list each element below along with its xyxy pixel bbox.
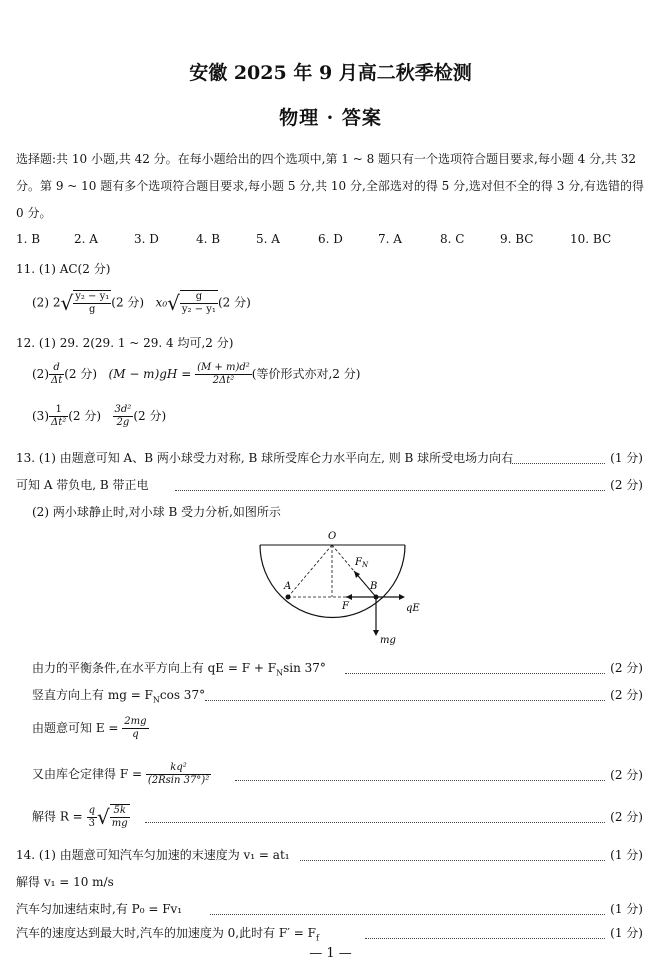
denominator: 2g bbox=[116, 417, 130, 428]
q13-frac-E: $\frac{2mg}{q}$ bbox=[124, 716, 147, 740]
answer-10: 10. BC bbox=[570, 232, 612, 246]
answer-7: 7. A bbox=[378, 232, 402, 246]
q12-part3 bbox=[32, 404, 166, 429]
q14-part1: 14. (1) 由题意可知汽车匀加速的末速度为 v₁ = at₁ bbox=[16, 848, 290, 862]
label-A: A bbox=[284, 581, 292, 592]
q13-pts1: (1 分) bbox=[610, 451, 643, 465]
numerator: 3d² bbox=[114, 404, 132, 415]
numerator: g bbox=[180, 291, 218, 304]
q12-pts: (2 分) bbox=[68, 409, 102, 423]
leader-dots bbox=[365, 938, 605, 939]
q11-part2 bbox=[32, 290, 251, 316]
arrowhead bbox=[346, 594, 352, 600]
denominator: Δt bbox=[51, 375, 63, 386]
q13-frac-root: $\frac{5k}{mg}$ bbox=[111, 805, 128, 829]
leader-dots bbox=[205, 700, 605, 701]
denominator: 2Δt² bbox=[212, 375, 235, 386]
q14-pts1: (1 分) bbox=[610, 848, 643, 862]
numerator: y₂ − y₁ bbox=[75, 291, 110, 302]
q11-coef: (2) 2 bbox=[32, 295, 61, 310]
numerator: d bbox=[49, 362, 64, 375]
numerator: (M + m)d² bbox=[197, 362, 250, 373]
denominator: y₂ − y₁ bbox=[181, 304, 216, 315]
ball-A bbox=[286, 595, 291, 600]
sqrt-symbol: √ bbox=[96, 805, 110, 829]
label-B: B bbox=[370, 581, 378, 592]
leader-dots bbox=[175, 490, 605, 491]
q13-part1: 13. (1) 由题意可知 A、B 两小球受力对称, B 球所受库仑力水平向左, 则 B 球所受电场力向右 bbox=[16, 451, 514, 465]
numerator: 1 bbox=[49, 404, 68, 417]
q12-pts: (2 分) bbox=[133, 409, 167, 423]
q13-horizontal-eq: 由力的平衡条件,在水平方向上有 qE = $F + F_N\sin$ 37° bbox=[32, 661, 326, 678]
leader-dots bbox=[300, 860, 605, 861]
q11-part1: 11. (1) AC(2 分) bbox=[16, 262, 111, 276]
label-mg: mg bbox=[380, 635, 396, 646]
q13-pts6: (2 分) bbox=[610, 810, 643, 824]
q12-label: (3) bbox=[32, 409, 49, 423]
page-number: — 1 — bbox=[309, 946, 352, 961]
arrowhead bbox=[399, 594, 405, 600]
answer-3: 3. D bbox=[134, 232, 159, 246]
sqrt-symbol: √ bbox=[60, 291, 74, 315]
q11-pts: (2 分) bbox=[217, 295, 251, 310]
sqrt-symbol: √ bbox=[167, 291, 180, 315]
q13-pts4: (2 分) bbox=[610, 688, 643, 702]
force-diagram bbox=[250, 525, 430, 650]
ball-B bbox=[374, 595, 379, 600]
q14-pts2: (1 分) bbox=[610, 902, 643, 916]
label-qE: qE bbox=[406, 603, 420, 614]
q14-pts3: (1 分) bbox=[610, 926, 643, 940]
answer-9: 9. BC bbox=[500, 232, 534, 246]
q12-label: (2) bbox=[32, 367, 49, 381]
q13-part2: (2) 两小球静止时,对小球 B 受力分析,如图所示 bbox=[32, 505, 281, 519]
q13-frac-R: $\frac{q}{3}$ bbox=[88, 804, 95, 829]
answer-2: 2. A bbox=[74, 232, 98, 246]
q11-frac2 bbox=[180, 290, 218, 316]
answer-1: 1. B bbox=[16, 232, 41, 246]
label-F: F bbox=[342, 601, 349, 612]
q13-pts5: (2 分) bbox=[610, 768, 643, 782]
q12-part2 bbox=[32, 362, 360, 387]
q12-equation: (M − m)gH = bbox=[108, 367, 192, 381]
denominator: Δt² bbox=[51, 417, 67, 428]
page-title: 安徽 2025 年 9 月高二秋季检测 bbox=[189, 62, 472, 84]
label-FN: $F_N$ bbox=[355, 557, 369, 569]
answer-5: 5. A bbox=[256, 232, 280, 246]
answer-6: 6. D bbox=[318, 232, 343, 246]
q14-result: 解得 v₁ = 10 m/s bbox=[16, 875, 114, 889]
leader-dots bbox=[210, 914, 605, 915]
q12-frac4 bbox=[113, 404, 134, 429]
q13-coulomb-eq: 又由库仑定律得 F = $\frac{\text{kq²}}{\text{(2Rsin 37°)²}}$ bbox=[32, 762, 210, 786]
leader-dots bbox=[345, 673, 605, 674]
q12-pts: (2 分) bbox=[64, 367, 98, 381]
q13-result: 解得 R = $\frac{q}{3}$ √ $\frac{5k}{mg}$ bbox=[32, 804, 128, 829]
leader-dots bbox=[510, 463, 605, 464]
q12-note: (等价形式亦对,2 分) bbox=[251, 367, 361, 381]
q13-pts2: (2 分) bbox=[610, 478, 643, 492]
q13-part1b: 可知 A 带负电, B 带正电 bbox=[16, 478, 149, 492]
q12-frac1 bbox=[49, 362, 64, 387]
label-O: O bbox=[328, 531, 337, 542]
q12-part1: 12. (1) 29. 2(29. 1 ~ 29. 4 均可,2 分) bbox=[16, 336, 234, 350]
semicircle bbox=[260, 545, 405, 618]
q12-frac2 bbox=[195, 362, 252, 387]
radius-OA bbox=[288, 545, 332, 597]
x0-symbol: x₀ bbox=[155, 295, 168, 310]
q11-pts: (2 分) bbox=[111, 295, 145, 310]
q14-part3: 汽车的速度达到最大时,汽车的加速度为 0,此时有 $F' = F_f$ bbox=[16, 926, 319, 943]
leader-dots bbox=[145, 822, 605, 823]
choice-instructions: 选择题:共 10 小题,共 42 分。在每小题给出的四个选项中,第 1 ~ 8 题只有一个选项符合题目要求,每小题 4 分,共 32 分。第 9 ~ 10 题有多个选项符合题目要求,每小题 5 分,共 10 分,全部选对的得 5 分,选对但不全的得 3 分,有选错的得 0 分。 bbox=[16, 152, 644, 220]
denominator: g bbox=[89, 304, 96, 315]
q13-pts3: (2 分) bbox=[610, 661, 643, 675]
answer-4: 4. B bbox=[196, 232, 221, 246]
q14-part2: 汽车匀加速结束时,有 P₀ = Fv₁ bbox=[16, 902, 183, 916]
leader-dots bbox=[235, 780, 605, 781]
answer-8: 8. C bbox=[440, 232, 465, 246]
arrowhead bbox=[373, 630, 379, 636]
page-subtitle: 物理 · 答案 bbox=[279, 107, 382, 129]
q13-vertical-eq: 竖直方向上有 mg = $F_N\cos$ 37° bbox=[32, 688, 206, 705]
q13-field-eq: 由题意可知 E = $\frac{2mg}{q}$ bbox=[32, 716, 147, 740]
q11-frac1 bbox=[73, 290, 111, 316]
q12-frac3 bbox=[49, 404, 68, 429]
q13-frac-F: $\frac{\text{kq²}}{\text{(2Rsin 37°)²}}$ bbox=[147, 762, 210, 786]
